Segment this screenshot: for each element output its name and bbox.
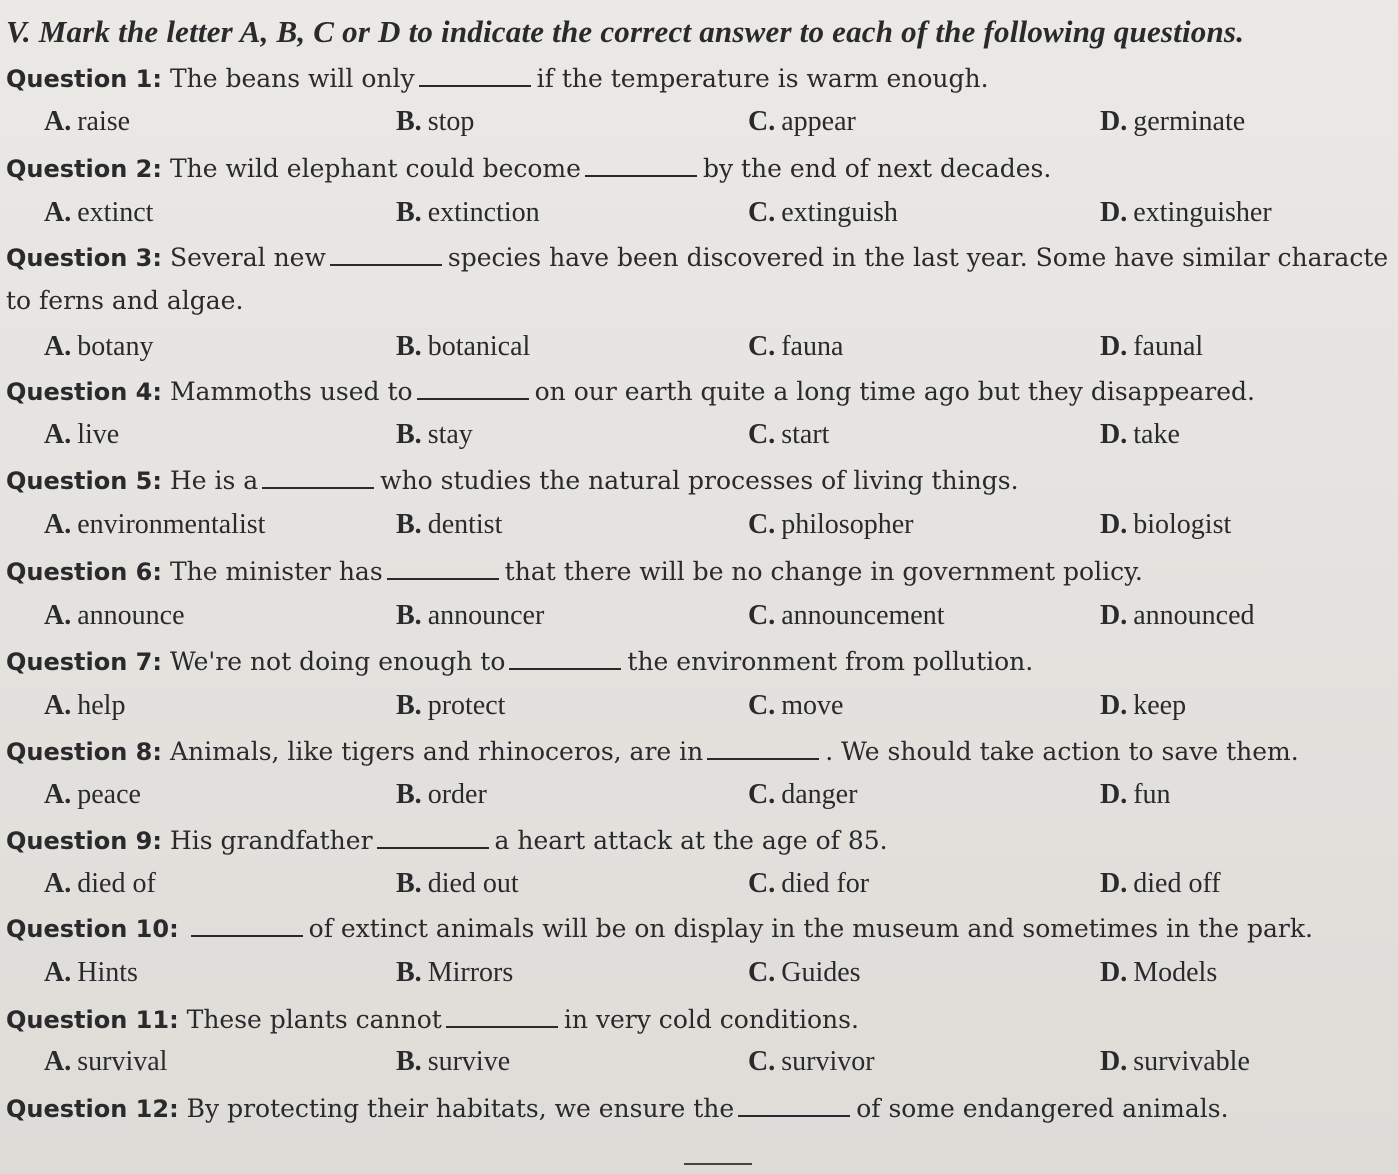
option-letter: D.	[1100, 106, 1128, 137]
option-text: extinguisher	[1133, 197, 1272, 228]
option-letter: A.	[44, 779, 72, 810]
option-a[interactable]	[44, 331, 153, 363]
option-letter: C.	[748, 600, 776, 631]
answer-blank	[417, 398, 529, 400]
option-letter: B.	[396, 331, 422, 362]
question-text-before: He is a	[169, 466, 259, 495]
question-label: Question 6:	[6, 558, 162, 586]
option-letter: B.	[396, 868, 422, 899]
option-text: biologist	[1133, 509, 1232, 540]
option-d[interactable]	[1100, 419, 1180, 451]
option-d[interactable]	[1100, 600, 1255, 632]
option-letter: C.	[748, 690, 776, 721]
option-d[interactable]	[1100, 1046, 1250, 1078]
option-b[interactable]	[396, 868, 519, 900]
option-text: stay	[427, 419, 473, 450]
answer-blank	[330, 264, 442, 266]
question-text-after: on our earth quite a long time ago but they disappeared.	[534, 377, 1255, 406]
option-text: survivor	[781, 1046, 875, 1077]
option-letter: B.	[396, 957, 422, 988]
option-a[interactable]	[44, 868, 156, 900]
option-text: announced	[1133, 600, 1255, 631]
option-letter: B.	[396, 1046, 422, 1077]
option-text: keep	[1133, 690, 1187, 721]
option-letter: C.	[748, 106, 776, 137]
option-text: survive	[427, 1046, 511, 1077]
option-letter: D.	[1100, 690, 1128, 721]
question-label: Question 7:	[6, 648, 162, 676]
option-text: move	[781, 690, 844, 721]
option-d[interactable]	[1100, 779, 1171, 811]
option-a[interactable]	[44, 106, 130, 138]
option-letter: D.	[1100, 509, 1128, 540]
answer-blank	[191, 935, 303, 937]
option-letter: C.	[748, 509, 776, 540]
question-label: Question 3:	[6, 244, 162, 272]
option-c[interactable]	[748, 957, 861, 989]
question-text-after: species have been discovered in the last year. Some have similar characte	[447, 243, 1389, 272]
question-label: Question 11:	[6, 1006, 179, 1034]
option-a[interactable]	[44, 1046, 167, 1078]
option-text: environmentalist	[77, 509, 266, 540]
section-heading: V. Mark the letter A, B, C or D to indicate the correct answer to each of the following questions.	[6, 14, 1245, 49]
question-text-after: if the temperature is warm enough.	[536, 64, 989, 93]
question-text-after: the environment from pollution.	[627, 647, 1034, 676]
answer-blank	[509, 668, 621, 670]
question-label: Question 4:	[6, 378, 162, 406]
option-text: botany	[77, 331, 154, 362]
question-8	[6, 737, 1299, 766]
option-b[interactable]	[396, 1046, 510, 1078]
option-text: died out	[427, 868, 519, 899]
option-letter: A.	[44, 197, 72, 228]
question-label: Question 9:	[6, 827, 162, 855]
question-text-after: that there will be no change in government policy.	[504, 557, 1143, 586]
option-text: survival	[77, 1046, 168, 1077]
option-letter: C.	[748, 1046, 776, 1077]
option-d[interactable]	[1100, 690, 1186, 722]
option-b[interactable]	[396, 331, 530, 363]
option-b[interactable]	[396, 600, 544, 632]
question-text-after: by the end of next decades.	[702, 154, 1052, 183]
question-text-before: We're not doing enough to	[169, 647, 506, 676]
option-b[interactable]	[396, 779, 487, 811]
option-text: philosopher	[781, 509, 914, 540]
question-2	[6, 154, 1051, 183]
footer-rule	[684, 1163, 752, 1165]
option-d[interactable]	[1100, 197, 1272, 229]
option-text: extinguish	[781, 197, 898, 228]
option-text: survivable	[1133, 1046, 1250, 1077]
option-letter: D.	[1100, 779, 1128, 810]
answer-blank	[446, 1026, 558, 1028]
option-letter: D.	[1100, 331, 1128, 362]
question-text-before: Several new	[169, 243, 326, 272]
option-letter: B.	[396, 106, 422, 137]
option-text: announce	[77, 600, 185, 631]
option-text: died off	[1133, 868, 1221, 899]
option-d[interactable]	[1100, 957, 1217, 989]
question-text-before: The wild elephant could become	[169, 154, 581, 183]
question-text-after: who studies the natural processes of living things.	[380, 466, 1019, 495]
answer-blank	[377, 847, 489, 849]
option-letter: C.	[748, 419, 776, 450]
option-b[interactable]	[396, 957, 513, 989]
question-text-before: By protecting their habitats, we ensure the	[186, 1094, 735, 1123]
option-text: announcement	[781, 600, 945, 631]
option-letter: A.	[44, 509, 72, 540]
option-a[interactable]	[44, 957, 138, 989]
option-b[interactable]	[396, 509, 502, 541]
option-letter: A.	[44, 106, 72, 137]
question-11	[6, 1005, 859, 1034]
option-c[interactable]	[748, 331, 843, 363]
question-6	[6, 557, 1143, 586]
option-c[interactable]	[748, 106, 856, 138]
option-text: peace	[77, 779, 141, 810]
option-text: fauna	[781, 331, 844, 362]
question-10	[6, 914, 1313, 943]
option-letter: A.	[44, 868, 72, 899]
option-text: Guides	[781, 957, 861, 988]
question-3	[6, 243, 1388, 272]
answer-blank	[585, 175, 697, 177]
option-letter: C.	[748, 868, 776, 899]
option-b[interactable]	[396, 419, 473, 451]
question-text-before: These plants cannot	[186, 1005, 442, 1034]
option-letter: D.	[1100, 957, 1128, 988]
option-text: Models	[1133, 957, 1218, 988]
answer-blank	[707, 758, 819, 760]
option-a[interactable]	[44, 779, 141, 811]
option-a[interactable]	[44, 197, 153, 229]
question-label: Question 5:	[6, 467, 162, 495]
question-1	[6, 64, 989, 93]
option-letter: A.	[44, 957, 72, 988]
question-continuation: to ferns and algae.	[6, 286, 244, 315]
option-text: help	[77, 690, 126, 721]
option-letter: A.	[44, 1046, 72, 1077]
option-d[interactable]	[1100, 331, 1203, 363]
question-text-before: The beans will only	[169, 64, 415, 93]
option-letter: C.	[748, 957, 776, 988]
question-text-before: His grandfather	[169, 826, 373, 855]
question-text-before: Mammoths used to	[169, 377, 413, 406]
option-letter: A.	[44, 331, 72, 362]
option-letter: D.	[1100, 197, 1128, 228]
question-text-after: . We should take action to save them.	[825, 737, 1299, 766]
option-letter: A.	[44, 419, 72, 450]
option-a[interactable]	[44, 419, 119, 451]
option-letter: D.	[1100, 868, 1128, 899]
option-a[interactable]	[44, 509, 265, 541]
option-b[interactable]	[396, 197, 540, 229]
option-text: fun	[1133, 779, 1171, 810]
option-text: start	[781, 419, 830, 450]
option-text: extinction	[427, 197, 540, 228]
option-d[interactable]	[1100, 868, 1221, 900]
option-text: live	[77, 419, 120, 450]
question-12	[6, 1094, 1229, 1123]
question-text-after: of extinct animals will be on display in the museum and sometimes in the park.	[308, 914, 1313, 943]
option-letter: D.	[1100, 600, 1128, 631]
option-text: order	[427, 779, 487, 810]
question-text-after: in very cold conditions.	[563, 1005, 859, 1034]
question-9	[6, 826, 888, 855]
option-c[interactable]	[748, 197, 898, 229]
option-text: announcer	[427, 600, 545, 631]
option-letter: A.	[44, 690, 72, 721]
question-text-after: a heart attack at the age of 85.	[494, 826, 888, 855]
option-text: faunal	[1133, 331, 1204, 362]
option-letter: C.	[748, 331, 776, 362]
option-d[interactable]	[1100, 106, 1245, 138]
option-letter: A.	[44, 600, 72, 631]
option-text: botanical	[427, 331, 531, 362]
option-c[interactable]	[748, 1046, 875, 1078]
option-letter: D.	[1100, 1046, 1128, 1077]
option-c[interactable]	[748, 419, 829, 451]
option-text: Hints	[77, 957, 138, 988]
option-text: stop	[427, 106, 475, 137]
question-text-before: Animals, like tigers and rhinoceros, are in	[169, 737, 704, 766]
option-text: germinate	[1133, 106, 1246, 137]
option-letter: C.	[748, 197, 776, 228]
option-c[interactable]	[748, 600, 945, 632]
option-text: Mirrors	[427, 957, 514, 988]
option-text: extinct	[77, 197, 154, 228]
option-letter: B.	[396, 600, 422, 631]
question-5	[6, 466, 1019, 495]
option-letter: B.	[396, 509, 422, 540]
answer-blank	[738, 1115, 850, 1117]
option-text: died for	[781, 868, 870, 899]
option-text: died of	[77, 868, 156, 899]
option-c[interactable]	[748, 779, 857, 811]
question-label: Question 8:	[6, 738, 162, 766]
option-text: danger	[781, 779, 858, 810]
question-label: Question 12:	[6, 1095, 179, 1123]
question-4	[6, 377, 1255, 406]
answer-blank	[419, 85, 531, 87]
answer-blank	[262, 487, 374, 489]
option-letter: D.	[1100, 419, 1128, 450]
question-text-before: The minister has	[169, 557, 383, 586]
option-a[interactable]	[44, 690, 125, 722]
option-d[interactable]	[1100, 509, 1231, 541]
option-letter: B.	[396, 690, 422, 721]
question-label: Question 1:	[6, 65, 162, 93]
question-label: Question 2:	[6, 155, 162, 183]
option-letter: C.	[748, 779, 776, 810]
option-letter: B.	[396, 779, 422, 810]
option-letter: B.	[396, 419, 422, 450]
option-letter: B.	[396, 197, 422, 228]
option-text: take	[1133, 419, 1180, 450]
option-text: protect	[427, 690, 506, 721]
question-label: Question 10:	[6, 915, 179, 943]
option-text: raise	[77, 106, 131, 137]
answer-blank	[387, 578, 499, 580]
option-text: appear	[781, 106, 856, 137]
option-b[interactable]	[396, 690, 505, 722]
option-text: dentist	[427, 509, 503, 540]
option-c[interactable]	[748, 868, 869, 900]
question-text-after: of some endangered animals.	[856, 1094, 1229, 1123]
question-7	[6, 647, 1033, 676]
option-a[interactable]	[44, 600, 185, 632]
option-c[interactable]	[748, 690, 843, 722]
option-b[interactable]	[396, 106, 474, 138]
option-c[interactable]	[748, 509, 913, 541]
